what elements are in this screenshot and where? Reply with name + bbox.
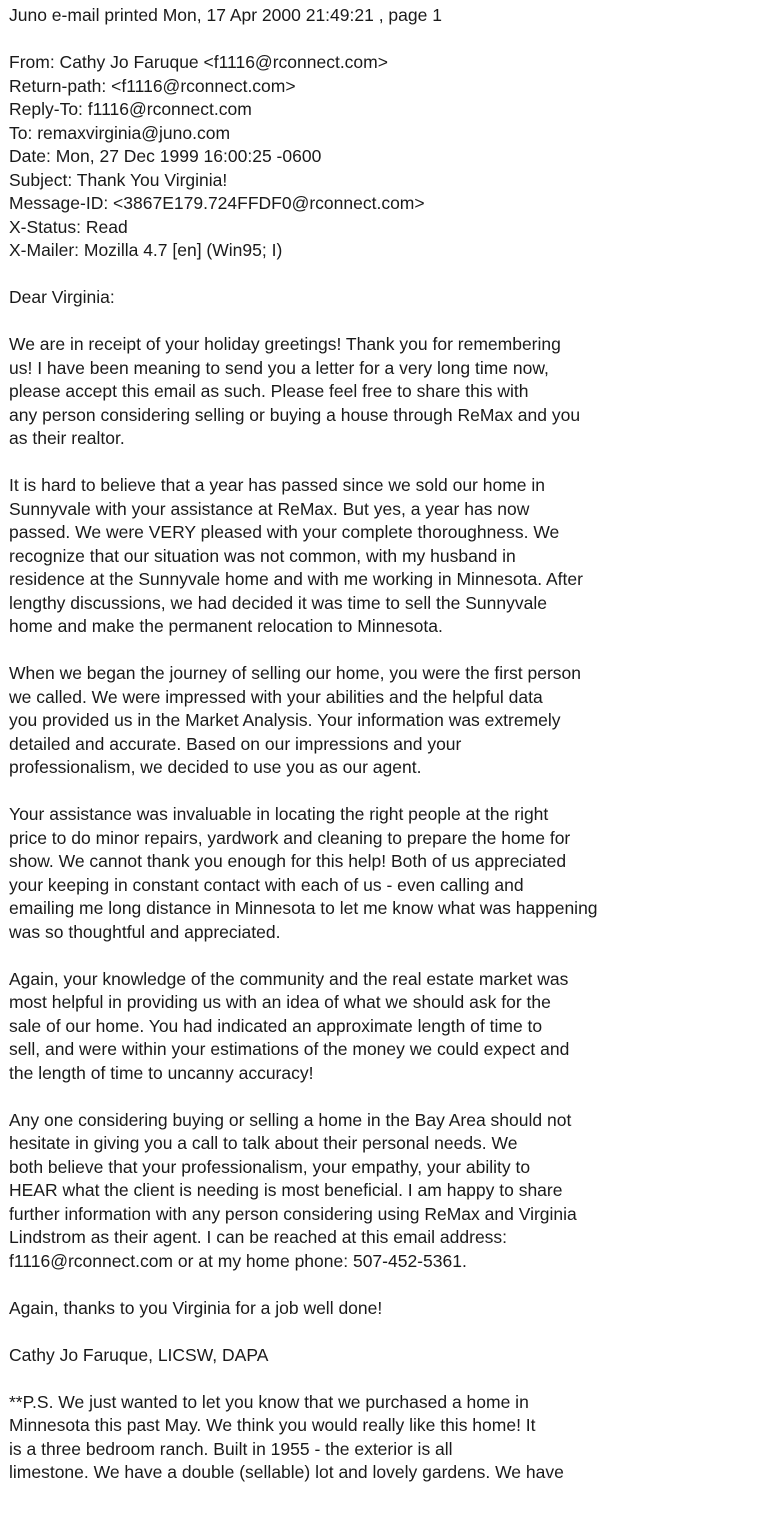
- paragraph-postscript: [9, 1391, 754, 1485]
- body-line: detailed and accurate. Based on our impressions and your: [9, 733, 462, 754]
- body-line: limestone. We have a double (sellable) lot and lovely gardens. We have: [9, 1462, 564, 1482]
- body-line: Lindstrom as their agent. I can be reached at this email address:: [9, 1227, 508, 1247]
- salutation: [9, 286, 754, 310]
- body-line: further information with any person considering using ReMax and Virginia: [9, 1203, 577, 1224]
- body-line: sale of our home. You had indicated an approximate length of time to: [9, 1015, 543, 1036]
- paragraph-thanks: [9, 1297, 754, 1321]
- body-line: Your assistance was invaluable in locating the right people at the right: [9, 804, 549, 824]
- body-line: emailing me long distance in Minnesota to let me know what was happening: [9, 898, 598, 918]
- body-line: please accept this email as such. Please feel free to share this with: [9, 381, 529, 401]
- body-line: any person considering selling or buying a house through ReMax and you: [9, 404, 581, 425]
- paragraph-year-passed: [9, 474, 754, 639]
- header-subject: Subject: Thank You Virginia!: [9, 169, 228, 190]
- email-body: [9, 286, 754, 1485]
- body-line: hesitate in giving you a call to talk about their personal needs. We: [9, 1133, 518, 1153]
- body-line: lengthy discussions, we had decided it was time to sell the Sunnyvale: [9, 592, 547, 613]
- body-line: price to do minor repairs, yardwork and cleaning to prepare the home for: [9, 827, 571, 848]
- body-line: passed. We were VERY pleased with your complete thoroughness. We: [9, 522, 560, 542]
- body-line: HEAR what the client is needing is most beneficial. I am happy to share: [9, 1180, 563, 1200]
- email-headers: [9, 51, 754, 263]
- paragraph-recommendation: [9, 1109, 754, 1274]
- print-header: Juno e-mail printed Mon, 17 Apr 2000 21:49:21 , page 1: [9, 5, 442, 25]
- body-line: Sunnyvale with your assistance at ReMax. But yes, a year has now: [9, 498, 530, 519]
- body-line: residence at the Sunnyvale home and with me working in Minnesota. After: [9, 569, 583, 589]
- body-line: we called. We were impressed with your abilities and the helpful data: [9, 686, 543, 707]
- header-reply-to: Reply-To: f1116@rconnect.com: [9, 99, 252, 119]
- body-line: is a three bedroom ranch. Built in 1955 - the exterior is all: [9, 1438, 453, 1459]
- body-line: most helpful in providing us with an idea of what we should ask for the: [9, 992, 551, 1012]
- body-line: show. We cannot thank you enough for this help! Both of us appreciated: [9, 851, 567, 871]
- paragraph-journey: [9, 662, 754, 780]
- header-message-id: Message-ID: <3867E179.724FFDF0@rconnect.com>: [9, 193, 425, 213]
- printed-email-page: [9, 4, 754, 1508]
- header-date: Date: Mon, 27 Dec 1999 16:00:25 -0600: [9, 146, 322, 166]
- body-line: as their realtor.: [9, 428, 125, 448]
- body-line: Dear Virginia:: [9, 287, 115, 307]
- body-line: both believe that your professionalism, your empathy, your ability to: [9, 1156, 531, 1177]
- header-to: To: remaxvirginia@juno.com: [9, 122, 231, 143]
- body-line: you provided us in the Market Analysis. Your information was extremely: [9, 710, 561, 730]
- body-line: Cathy Jo Faruque, LICSW, DAPA: [9, 1344, 269, 1365]
- body-line: Minnesota this past May. We think you would really like this home! It: [9, 1415, 536, 1435]
- body-line: Again, your knowledge of the community and the real estate market was: [9, 968, 569, 989]
- body-line: sell, and were within your estimations of the money we could expect and: [9, 1039, 570, 1059]
- body-line: was so thoughtful and appreciated.: [9, 921, 281, 942]
- body-line: When we began the journey of selling our home, you were the first person: [9, 663, 581, 683]
- header-x-mailer: X-Mailer: Mozilla 4.7 [en] (Win95; I): [9, 240, 283, 260]
- body-line: home and make the permanent relocation to Minnesota.: [9, 616, 443, 636]
- header-x-status: X-Status: Read: [9, 216, 128, 237]
- body-line: It is hard to believe that a year has passed since we sold our home in: [9, 475, 545, 495]
- body-line: your keeping in constant contact with each of us - even calling and: [9, 874, 524, 895]
- paragraph-knowledge: [9, 968, 754, 1086]
- signature: [9, 1344, 754, 1368]
- body-line: the length of time to uncanny accuracy!: [9, 1062, 314, 1083]
- body-line: Any one considering buying or selling a home in the Bay Area should not: [9, 1109, 572, 1130]
- body-line: **P.S. We just wanted to let you know that we purchased a home in: [9, 1391, 529, 1412]
- header-from: From: Cathy Jo Faruque <f1116@rconnect.com>: [9, 52, 388, 72]
- body-line: recognize that our situation was not common, with my husband in: [9, 545, 516, 566]
- body-line: professionalism, we decided to use you as our agent.: [9, 757, 422, 777]
- body-line: We are in receipt of your holiday greetings! Thank you for remembering: [9, 334, 561, 354]
- paragraph-greetings: [9, 333, 754, 451]
- body-line: f1116@rconnect.com or at my home phone: 507-452-5361.: [9, 1250, 467, 1271]
- body-line: us! I have been meaning to send you a letter for a very long time now,: [9, 357, 549, 378]
- header-return-path: Return-path: <f1116@rconnect.com>: [9, 75, 296, 96]
- paragraph-assistance: [9, 803, 754, 944]
- body-line: Again, thanks to you Virginia for a job well done!: [9, 1297, 383, 1318]
